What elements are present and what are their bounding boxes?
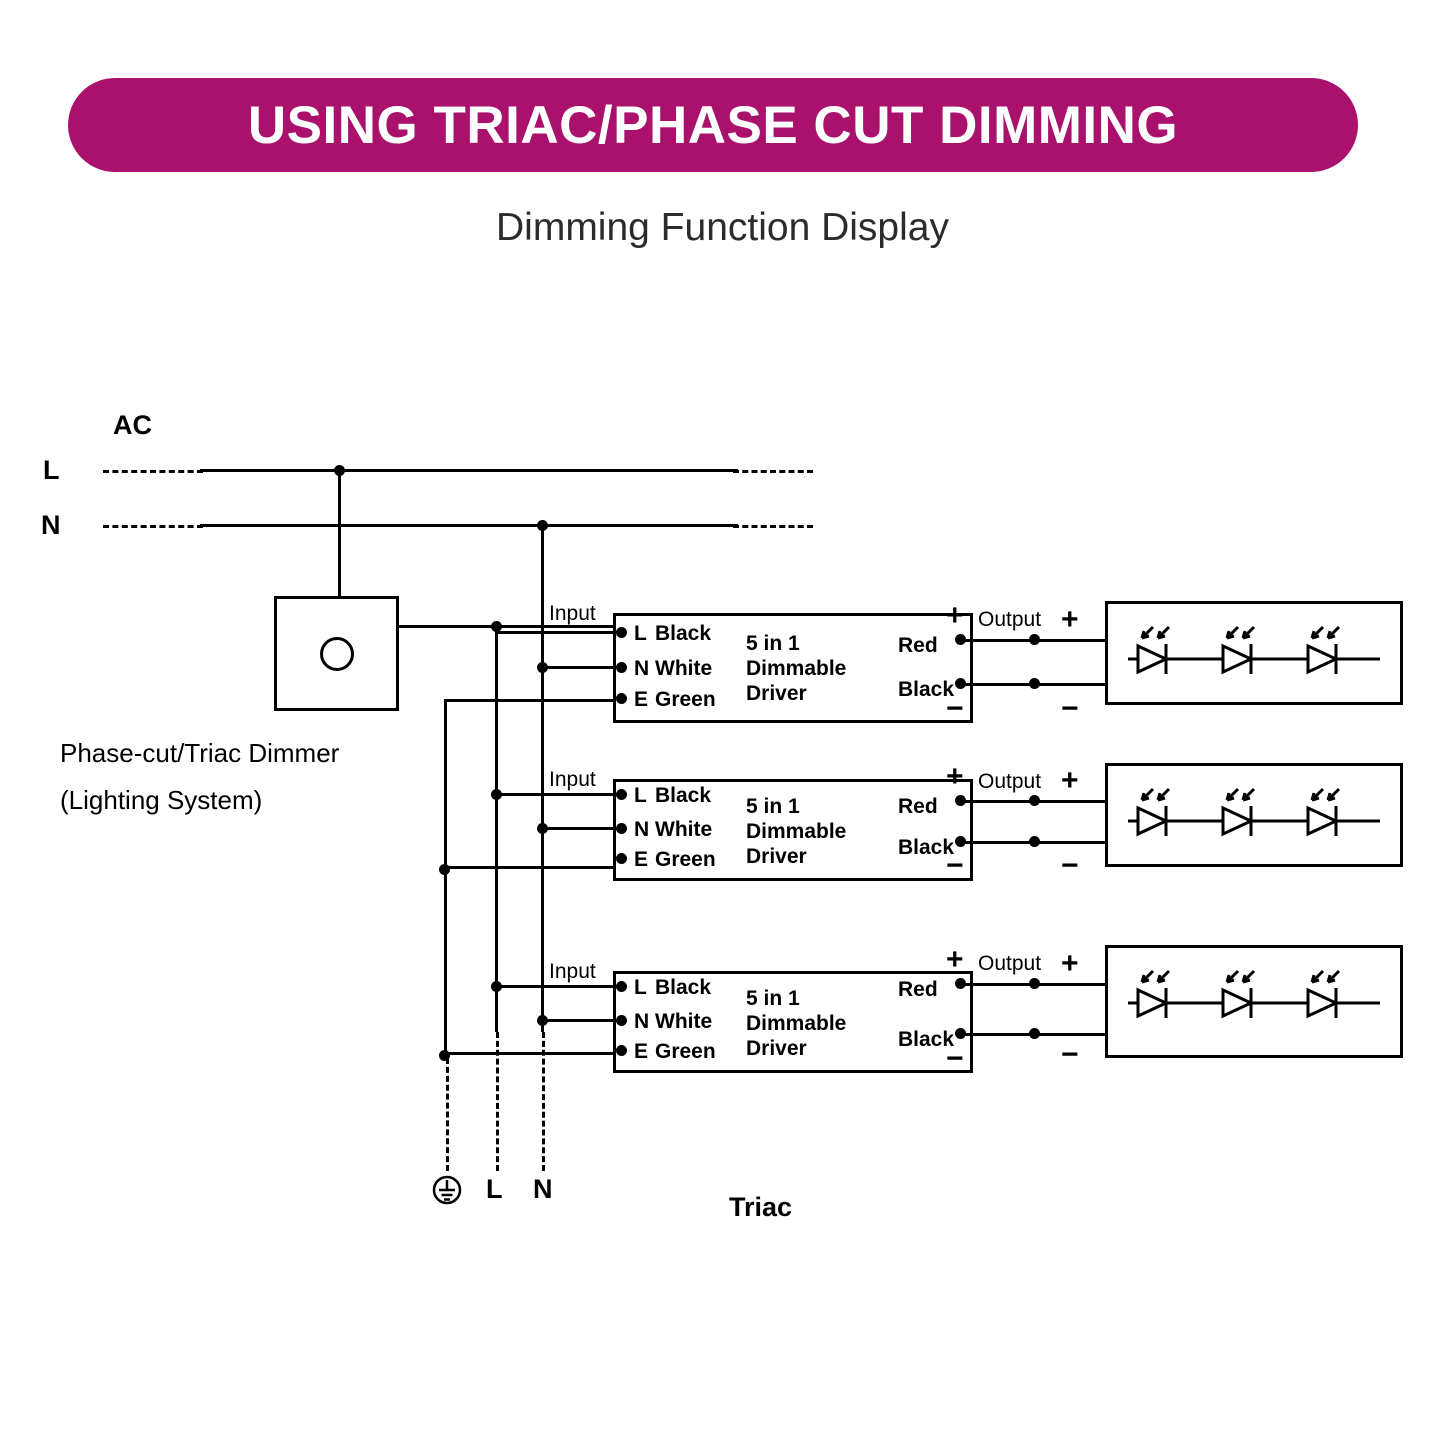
driver-3-terminal-n-code: N [634,1010,650,1033]
page-title: USING TRIAC/PHASE CUT DIMMING [247,95,1179,155]
driver-2-plus-sign: + [946,760,964,793]
driver-1-terminal-e-dot [616,693,627,704]
bottom-l-label: L [486,1174,503,1204]
l-bus-vertical [495,625,498,1032]
driver-1-load-plus: + [1061,603,1079,636]
driver-2-plus-node [1029,795,1040,806]
driver-1-minus-sign: − [946,692,964,725]
driver-3-title-line2: Dimmable [746,1012,847,1035]
driver-2-minus-node [1029,836,1040,847]
l-drop-dashed [496,1032,499,1171]
driver-3-n-lead [541,1019,620,1022]
driver-1-plus-sign: + [946,599,964,632]
driver-1-out-red-label: Red [898,634,938,657]
l-line-solid [200,469,738,472]
driver-1-terminal-l-code: L [634,622,647,645]
driver-1-title-line2: Dimmable [746,657,847,680]
led-strip-2 [1105,763,1403,867]
driver-3-plus-node [1029,978,1040,989]
driver-2-n-lead [541,827,620,830]
driver-2-terminal-e-code: E [634,848,649,871]
driver-2-minus-sign: − [946,849,964,882]
driver-2-out-black-label: Black [898,836,955,859]
driver-2-load-minus: − [1061,849,1079,882]
driver-3-out-red-label: Red [898,978,938,1001]
junction-l-driver-2 [491,789,502,800]
triac-caption: Triac [729,1192,793,1222]
driver-2-out-red-label: Red [898,795,938,818]
driver-3-terminal-n-wire: White [655,1010,713,1033]
bottom-n-label: N [533,1174,553,1204]
driver-1-terminal-n-code: N [634,657,650,680]
supply-l-label: L [43,455,60,485]
driver-3-terminal-e-wire: Green [655,1040,716,1063]
page-subtitle: Dimming Function Display [496,206,949,249]
n-drop-dashed [542,1032,545,1171]
earth-ground-icon [430,1173,464,1207]
driver-2-terminal-e-wire: Green [655,848,716,871]
driver-2-input-label: Input [549,768,596,791]
driver-1-minus-node [1029,678,1040,689]
driver-2-terminal-e-dot [616,853,627,864]
e-wire-driver-1 [444,699,614,702]
ac-label: AC [113,410,152,440]
driver-2-title [746,794,846,869]
driver-3-terminal-l-code: L [634,976,647,999]
driver-3-terminal-e-dot [616,1045,627,1056]
driver-1-load-minus: − [1061,692,1079,725]
n-line-dashed-left [103,525,203,528]
driver-2-title-line1: 5 in 1 [746,795,800,818]
driver-3-title-line3: Driver [746,1037,807,1060]
driver-2-terminal-n-wire: White [655,818,713,841]
driver-2-terminal-n-code: N [634,818,650,841]
driver-3-plus-sign: + [946,943,964,976]
led-strip-1-symbols [1108,604,1400,702]
driver-3-minus-sign: − [946,1042,964,1075]
driver-2-title-line3: Driver [746,845,807,868]
driver-1-terminal-n-wire: White [655,657,713,680]
led-strip-3 [1105,945,1403,1058]
driver-2-l-lead [495,793,620,796]
driver-2-output-label: Output [978,770,1042,793]
junction-n-driver-1 [537,662,548,673]
driver-2-title-line2: Dimmable [746,820,847,843]
driver-1-terminal-e-code: E [634,688,649,711]
led-strip-3-symbols [1108,948,1400,1055]
driver-1-title-line3: Driver [746,682,807,705]
n-line-dashed-right [733,525,813,528]
driver-1-title [746,631,846,706]
n-bus-vertical [541,525,544,1032]
driver-2-load-plus: + [1061,764,1079,797]
e-bus-vertical [444,700,447,1058]
e-drop-dashed [446,1058,449,1171]
supply-n-label: N [41,510,61,540]
dimmer-caption-line1: Phase-cut/Triac Dimmer [60,738,340,768]
driver-3-terminal-e-code: E [634,1040,649,1063]
driver-3-minus-node [1029,1028,1040,1039]
l-line-dashed-left [103,470,203,473]
junction-n-driver-2 [537,823,548,834]
dimmer-caption-line2: (Lighting System) [60,785,263,815]
driver-3-load-minus: − [1061,1038,1079,1071]
driver-1-title-line1: 5 in 1 [746,632,800,655]
driver-1-output-label: Output [978,608,1042,631]
driver-3-title [746,986,846,1061]
junction-l-driver-3 [491,981,502,992]
driver-1-input-label: Input [549,602,596,625]
driver-3-title-line1: 5 in 1 [746,987,800,1010]
driver-3-l-lead [495,985,620,988]
driver-1-plus-node [1029,634,1040,645]
driver-3-out-black-label: Black [898,1028,955,1051]
title-banner [68,78,1358,172]
driver-1-terminal-e-wire: Green [655,688,716,711]
l-to-dimmer-drop [338,470,341,598]
led-strip-2-symbols [1108,766,1400,864]
driver-1-n-lead [541,666,620,669]
e-wire-driver-2 [444,866,614,869]
l-line-dashed-right [733,470,813,473]
driver-3-terminal-l-wire: Black [655,976,712,999]
driver-1-terminal-l-wire: Black [655,622,712,645]
n-line-solid [200,524,738,527]
driver-2-terminal-l-code: L [634,784,647,807]
junction-n-driver-3 [537,1015,548,1026]
rotary-knob-icon[interactable] [320,637,354,671]
driver-2-terminal-l-wire: Black [655,784,712,807]
driver-1-l-lead [495,631,620,634]
driver-3-load-plus: + [1061,947,1079,980]
e-wire-driver-3 [444,1052,614,1055]
driver-1-out-black-label: Black [898,678,955,701]
driver-3-input-label: Input [549,960,596,983]
led-strip-1 [1105,601,1403,705]
driver-3-output-label: Output [978,952,1042,975]
